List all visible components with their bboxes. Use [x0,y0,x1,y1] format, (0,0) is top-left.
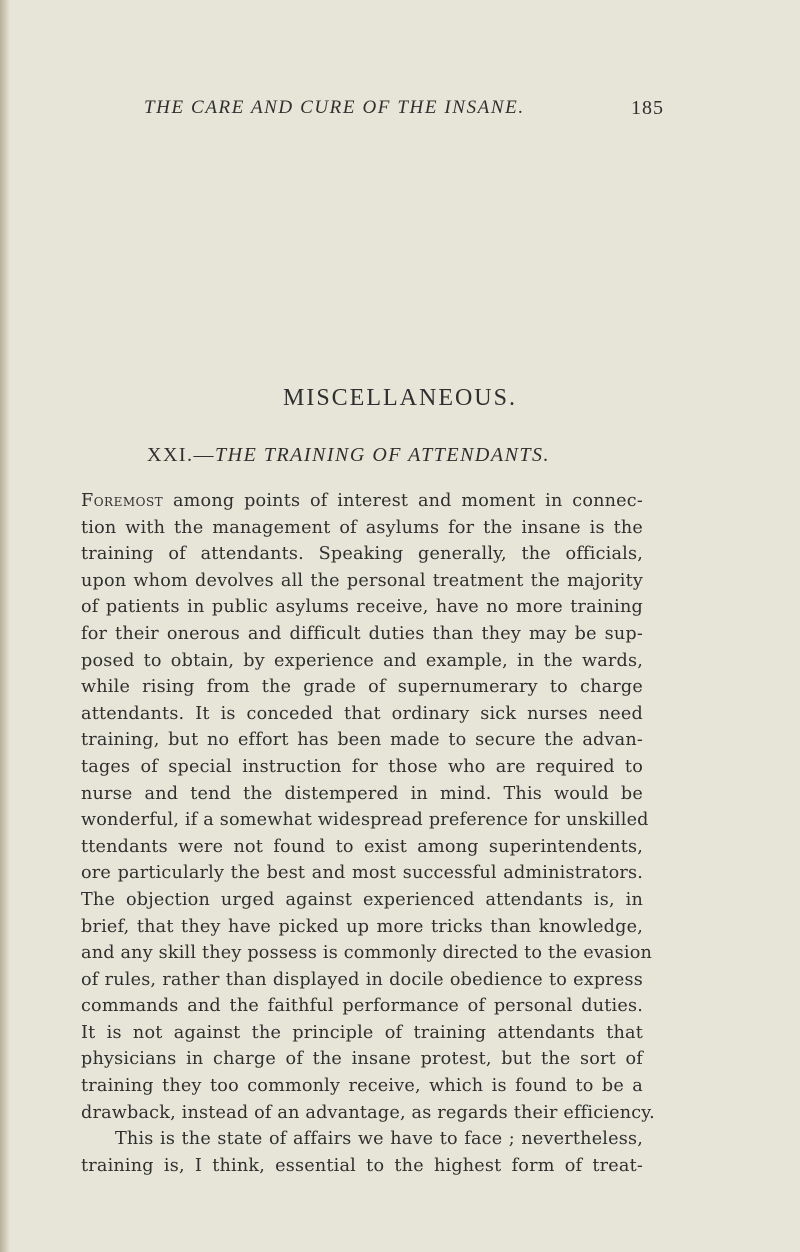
text-line: nurse and tend the distempered in mind. This would be [81,783,643,804]
text-line: posed to obtain, by experience and example, in the wards, [81,650,643,671]
text-line: training they too commonly receive, which is found to be a [81,1076,643,1097]
text-line: training, but no effort has been made to secure the advan- [81,730,643,751]
text-line: ore particularly the best and most successful administrators. [81,863,643,884]
text-line: for their onerous and difficult duties than they may be sup- [81,623,643,644]
opening-word: Foremost [81,491,164,511]
text-line: This is the state of affairs we have to face ; nevertheless, [115,1129,643,1150]
text-line: It is not against the principle of training attendants that [81,1022,643,1043]
body-text [81,488,655,1179]
section-heading: MISCELLANEOUS. [282,385,517,411]
text-line: wonderful, if a somewhat widespread preference for unskilled [81,810,649,831]
text-line: attendants. It is conceded that ordinary sick nurses need [81,703,643,724]
text-line: training is, I think, essential to the highest form of treat- [81,1155,643,1176]
chapter-number: XXI.— [147,444,216,466]
text-line: commands and the faithful performance of personal duties. [81,996,643,1017]
text-line: and any skill they possess is commonly directed to the evasion [81,943,653,964]
text-line: upon whom devolves all the personal treatment the majority [81,570,643,591]
page-spine-edge [0,0,10,1252]
text-line: of rules, rather than displayed in docile obedience to express [81,969,643,990]
running-title: THE CARE AND CURE OF THE INSANE. [144,97,525,118]
line-text: among points of interest and moment in connec- [163,491,643,511]
text-line: brief, that they have picked up more tricks than knowledge, [81,916,643,937]
text-line: The objection urged against experienced attendants is, in [81,889,643,910]
text-line: of patients in public asylums receive, have no more training [81,597,643,618]
text-line [81,488,643,515]
text-line: tion with the management of asylums for the insane is the [81,517,643,538]
text-line: ttendants were not found to exist among superintendents, [81,836,643,857]
text-line: drawback, instead of an advantage, as regards their efficiency. [81,1102,655,1123]
paragraph-1 [81,488,655,1126]
page-number: 185 [631,97,664,119]
text-line: while rising from the grade of supernumerary to charge [81,677,643,698]
text-line: physicians in charge of the insane protest, but the sort of [81,1049,643,1070]
chapter-title: THE TRAINING OF ATTENDANTS. [215,444,551,466]
text-line: tages of special instruction for those who are required to [81,756,643,777]
text-line: training of attendants. Speaking generally, the officials, [81,544,643,565]
running-head [144,97,664,127]
chapter-heading [147,444,550,467]
paragraph-2 [81,1126,643,1179]
